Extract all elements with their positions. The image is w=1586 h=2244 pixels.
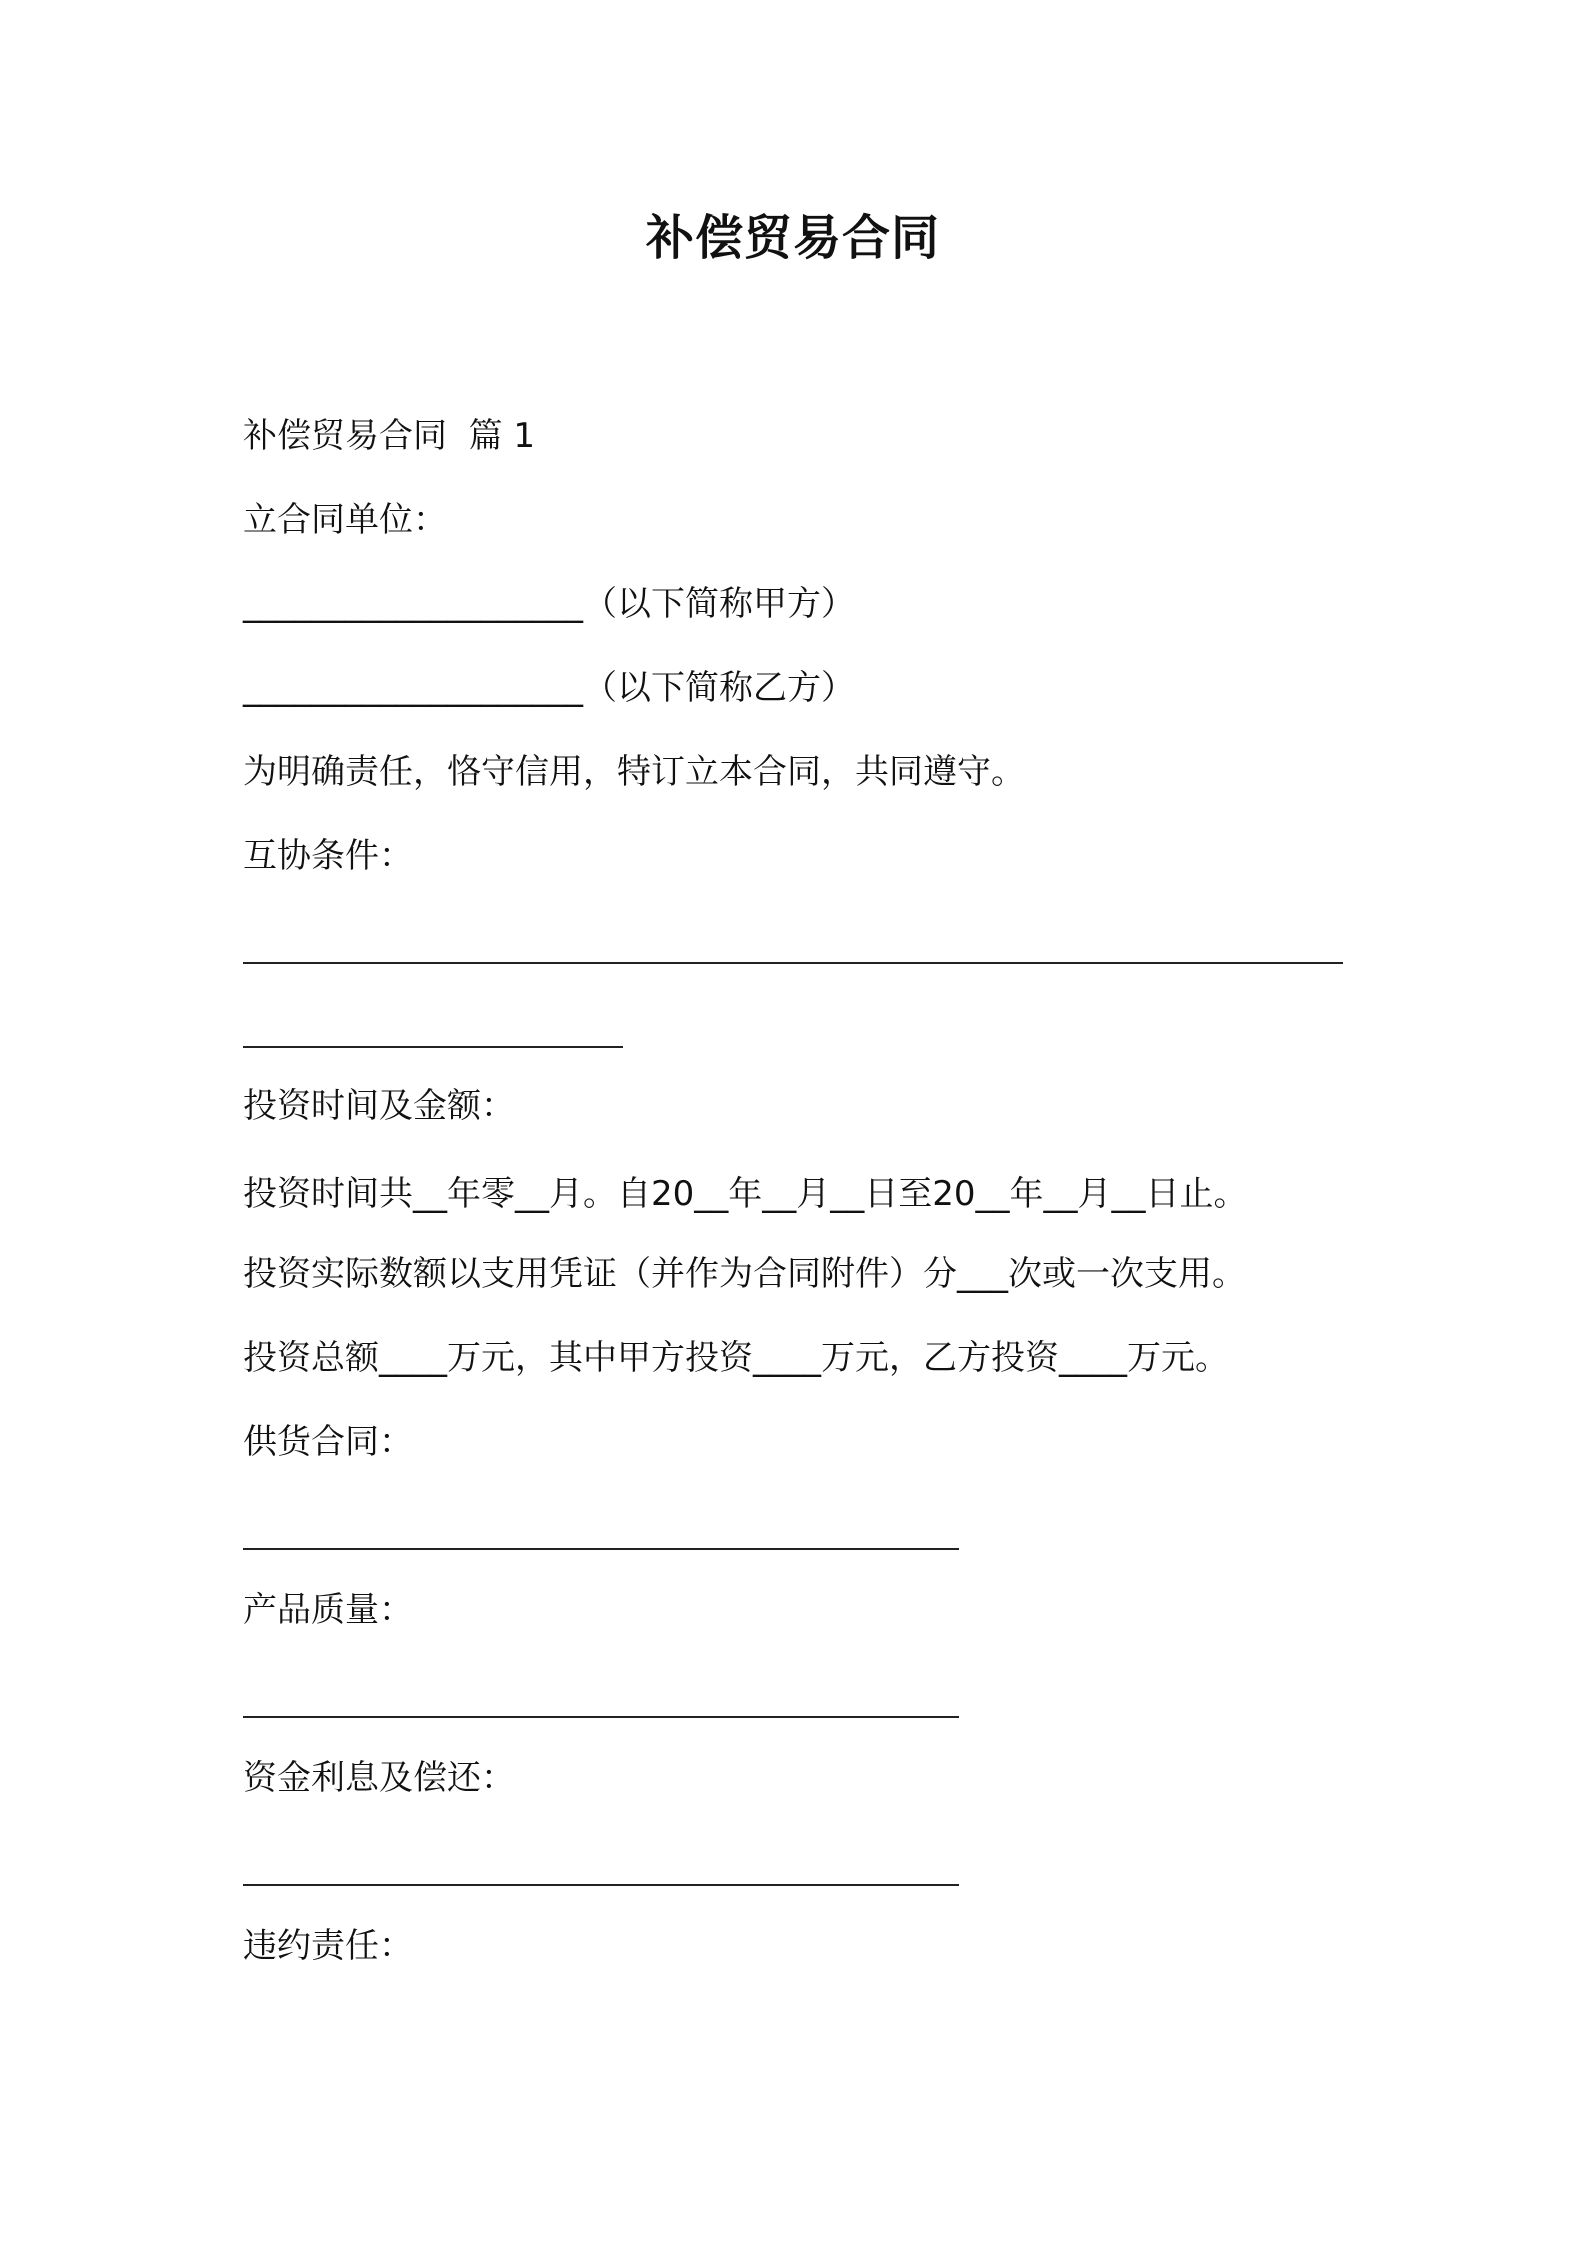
supply-blank-line (243, 1548, 959, 1550)
interest-repayment-label: 资金利息及偿还： (243, 1758, 515, 1798)
investment-period-text: 投资时间共__年零__月。自20__年__月__日至20__年__月__日止。 (243, 1174, 1248, 1214)
cooperation-blank-line-1 (243, 962, 1343, 964)
interest-blank-line (243, 1884, 959, 1886)
preamble-text: 为明确责任，恪守信用，特订立本合同，共同遵守。 (243, 752, 1025, 792)
cooperation-label: 互协条件： (243, 836, 413, 876)
document-title: 补偿贸易合同 (645, 210, 940, 266)
parties-label: 立合同单位： (243, 500, 447, 540)
breach-liability-label: 违约责任： (243, 1926, 413, 1966)
cooperation-blank-line-2 (243, 1046, 623, 1048)
investment-actual-text: 投资实际数额以支用凭证（并作为合同附件）分___次或一次支用。 (243, 1254, 1246, 1294)
investment-total-text: 投资总额____万元，其中甲方投资____万元，乙方投资____万元。 (243, 1338, 1229, 1378)
party-a-line: ____________________（以下简称甲方） (243, 584, 855, 624)
investment-label: 投资时间及金额： (243, 1086, 515, 1126)
quality-blank-line (243, 1716, 959, 1718)
supply-contract-label: 供货合同： (243, 1422, 413, 1462)
party-b-line: ____________________（以下简称乙方） (243, 668, 855, 708)
product-quality-label: 产品质量： (243, 1590, 413, 1630)
section-heading: 补偿贸易合同 篇 1 (243, 416, 536, 456)
